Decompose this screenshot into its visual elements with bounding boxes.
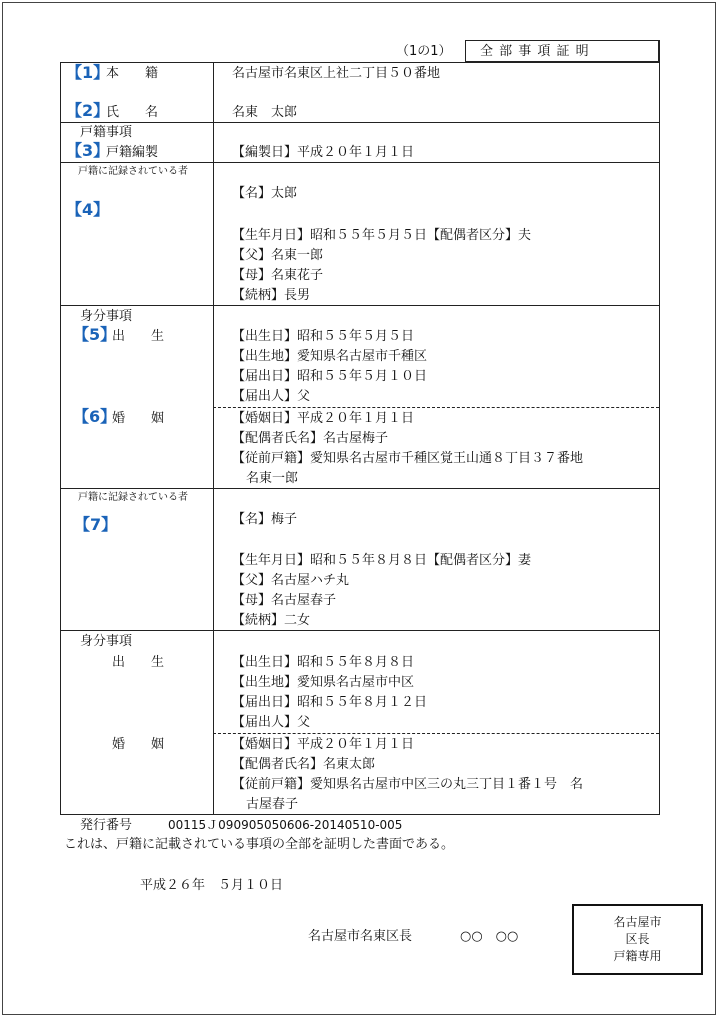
person2-birth-line: 【出生地】愛知県名古屋市中区 <box>232 675 415 690</box>
tag-5: 【5】 <box>73 325 117 344</box>
person1-line: 【父】名東一郎 <box>232 248 324 263</box>
person2-line: 【生年月日】昭和５５年８月８日【配偶者区分】妻 <box>232 553 532 568</box>
honseki-value: 名古屋市名東区上社二丁目５０番地 <box>232 66 441 81</box>
person2-birth-line: 【届出人】父 <box>232 715 311 730</box>
table-border-right <box>659 40 660 814</box>
person1-birth-line: 【出生日】昭和５５年５月５日 <box>232 329 415 344</box>
table-border-top <box>60 62 660 63</box>
dashed-divider <box>213 407 659 408</box>
tag-2: 【2】 <box>66 101 110 120</box>
dashed-divider <box>213 733 659 734</box>
person1-line: 【名】太郎 <box>232 186 298 201</box>
row-divider <box>60 122 660 123</box>
person2-line: 【母】名古屋春子 <box>232 593 337 608</box>
seal-line: 区長 <box>625 932 650 946</box>
row-divider <box>60 630 660 631</box>
seal-line: 戸籍専用 <box>613 949 662 963</box>
person1-line: 【生年月日】昭和５５年５月５日【配偶者区分】夫 <box>232 228 532 243</box>
person1-heading: 戸籍に記録されている者 <box>78 166 188 177</box>
person2-marriage-line: 【婚姻日】平成２０年１月１日 <box>232 737 415 752</box>
person2-birth-line: 【届出日】昭和５５年８月１２日 <box>232 695 428 710</box>
person1-marriage-label: 婚 姻 <box>112 411 165 426</box>
person2-status-heading: 身分事項 <box>80 634 133 649</box>
person1-marriage-line: 【配偶者氏名】名古屋梅子 <box>232 431 389 446</box>
tag-4: 【4】 <box>66 200 110 219</box>
column-divider <box>213 62 214 814</box>
tag-1: 【1】 <box>66 63 110 82</box>
person1-line: 【続柄】長男 <box>232 288 311 303</box>
person2-line: 【続柄】二女 <box>232 613 311 628</box>
person1-line: 【母】名東花子 <box>232 268 324 283</box>
issue-date: 平成２６年 ５月１０日 <box>140 878 284 893</box>
person2-line: 【父】名古屋ハチ丸 <box>232 573 350 588</box>
person2-birth-line: 【出生日】昭和５５年８月８日 <box>232 655 415 670</box>
koseki-hensei-label: 戸籍編製 <box>106 145 159 160</box>
person1-birth-label: 出 生 <box>112 329 165 344</box>
page-indicator: （1の1） <box>396 44 452 59</box>
person1-status-heading: 身分事項 <box>80 309 133 324</box>
person2-heading: 戸籍に記録されている者 <box>78 492 188 503</box>
tag-3: 【3】 <box>66 141 110 160</box>
tag-7: 【7】 <box>74 515 118 534</box>
table-border-left <box>60 62 61 814</box>
issue-number: 00115Ｊ090905050606-20140510-005 <box>168 818 403 832</box>
certificate-title: 全 部 事 項 証 明 <box>480 44 590 59</box>
person2-marriage-line: 【従前戸籍】愛知県名古屋市中区三の丸三丁目１番１号 名 <box>232 777 584 792</box>
seal-line: 名古屋市 <box>613 915 662 929</box>
person2-birth-label: 出 生 <box>112 655 165 670</box>
certification-statement: これは、戸籍に記載されている事項の全部を証明した書面である。 <box>64 837 455 852</box>
honseki-label: 本 籍 <box>106 66 159 81</box>
table-border-bottom <box>60 814 660 815</box>
koseki-hensei-value: 【編製日】平成２０年１月１日 <box>232 145 415 160</box>
row-divider <box>60 305 660 306</box>
shimei-label: 氏 名 <box>106 105 159 120</box>
person1-birth-line: 【出生地】愛知県名古屋市千種区 <box>232 349 428 364</box>
issue-number-label: 発行番号 <box>80 818 133 833</box>
shimei-value: 名東 太郎 <box>232 105 298 120</box>
person1-marriage-line: 【婚姻日】平成２０年１月１日 <box>232 411 415 426</box>
person1-marriage-line: 名東一郎 <box>246 471 299 486</box>
row-divider <box>60 162 660 163</box>
person1-birth-line: 【届出人】父 <box>232 389 311 404</box>
person1-marriage-line: 【従前戸籍】愛知県名古屋市千種区覚王山通８丁目３７番地 <box>232 451 584 466</box>
person2-marriage-line: 【配偶者氏名】名東太郎 <box>232 757 376 772</box>
row-divider <box>60 488 660 489</box>
person2-marriage-label: 婚 姻 <box>112 737 165 752</box>
person1-birth-line: 【届出日】昭和５５年５月１０日 <box>232 369 428 384</box>
official-seal <box>572 904 703 975</box>
koseki-jiko-heading: 戸籍事項 <box>80 125 133 140</box>
mayor-name: ○○ ○○ <box>460 929 519 944</box>
mayor-title: 名古屋市名東区長 <box>308 929 413 944</box>
person2-line: 【名】梅子 <box>232 512 298 527</box>
tag-6: 【6】 <box>73 407 117 426</box>
person2-marriage-line: 古屋春子 <box>246 797 299 812</box>
